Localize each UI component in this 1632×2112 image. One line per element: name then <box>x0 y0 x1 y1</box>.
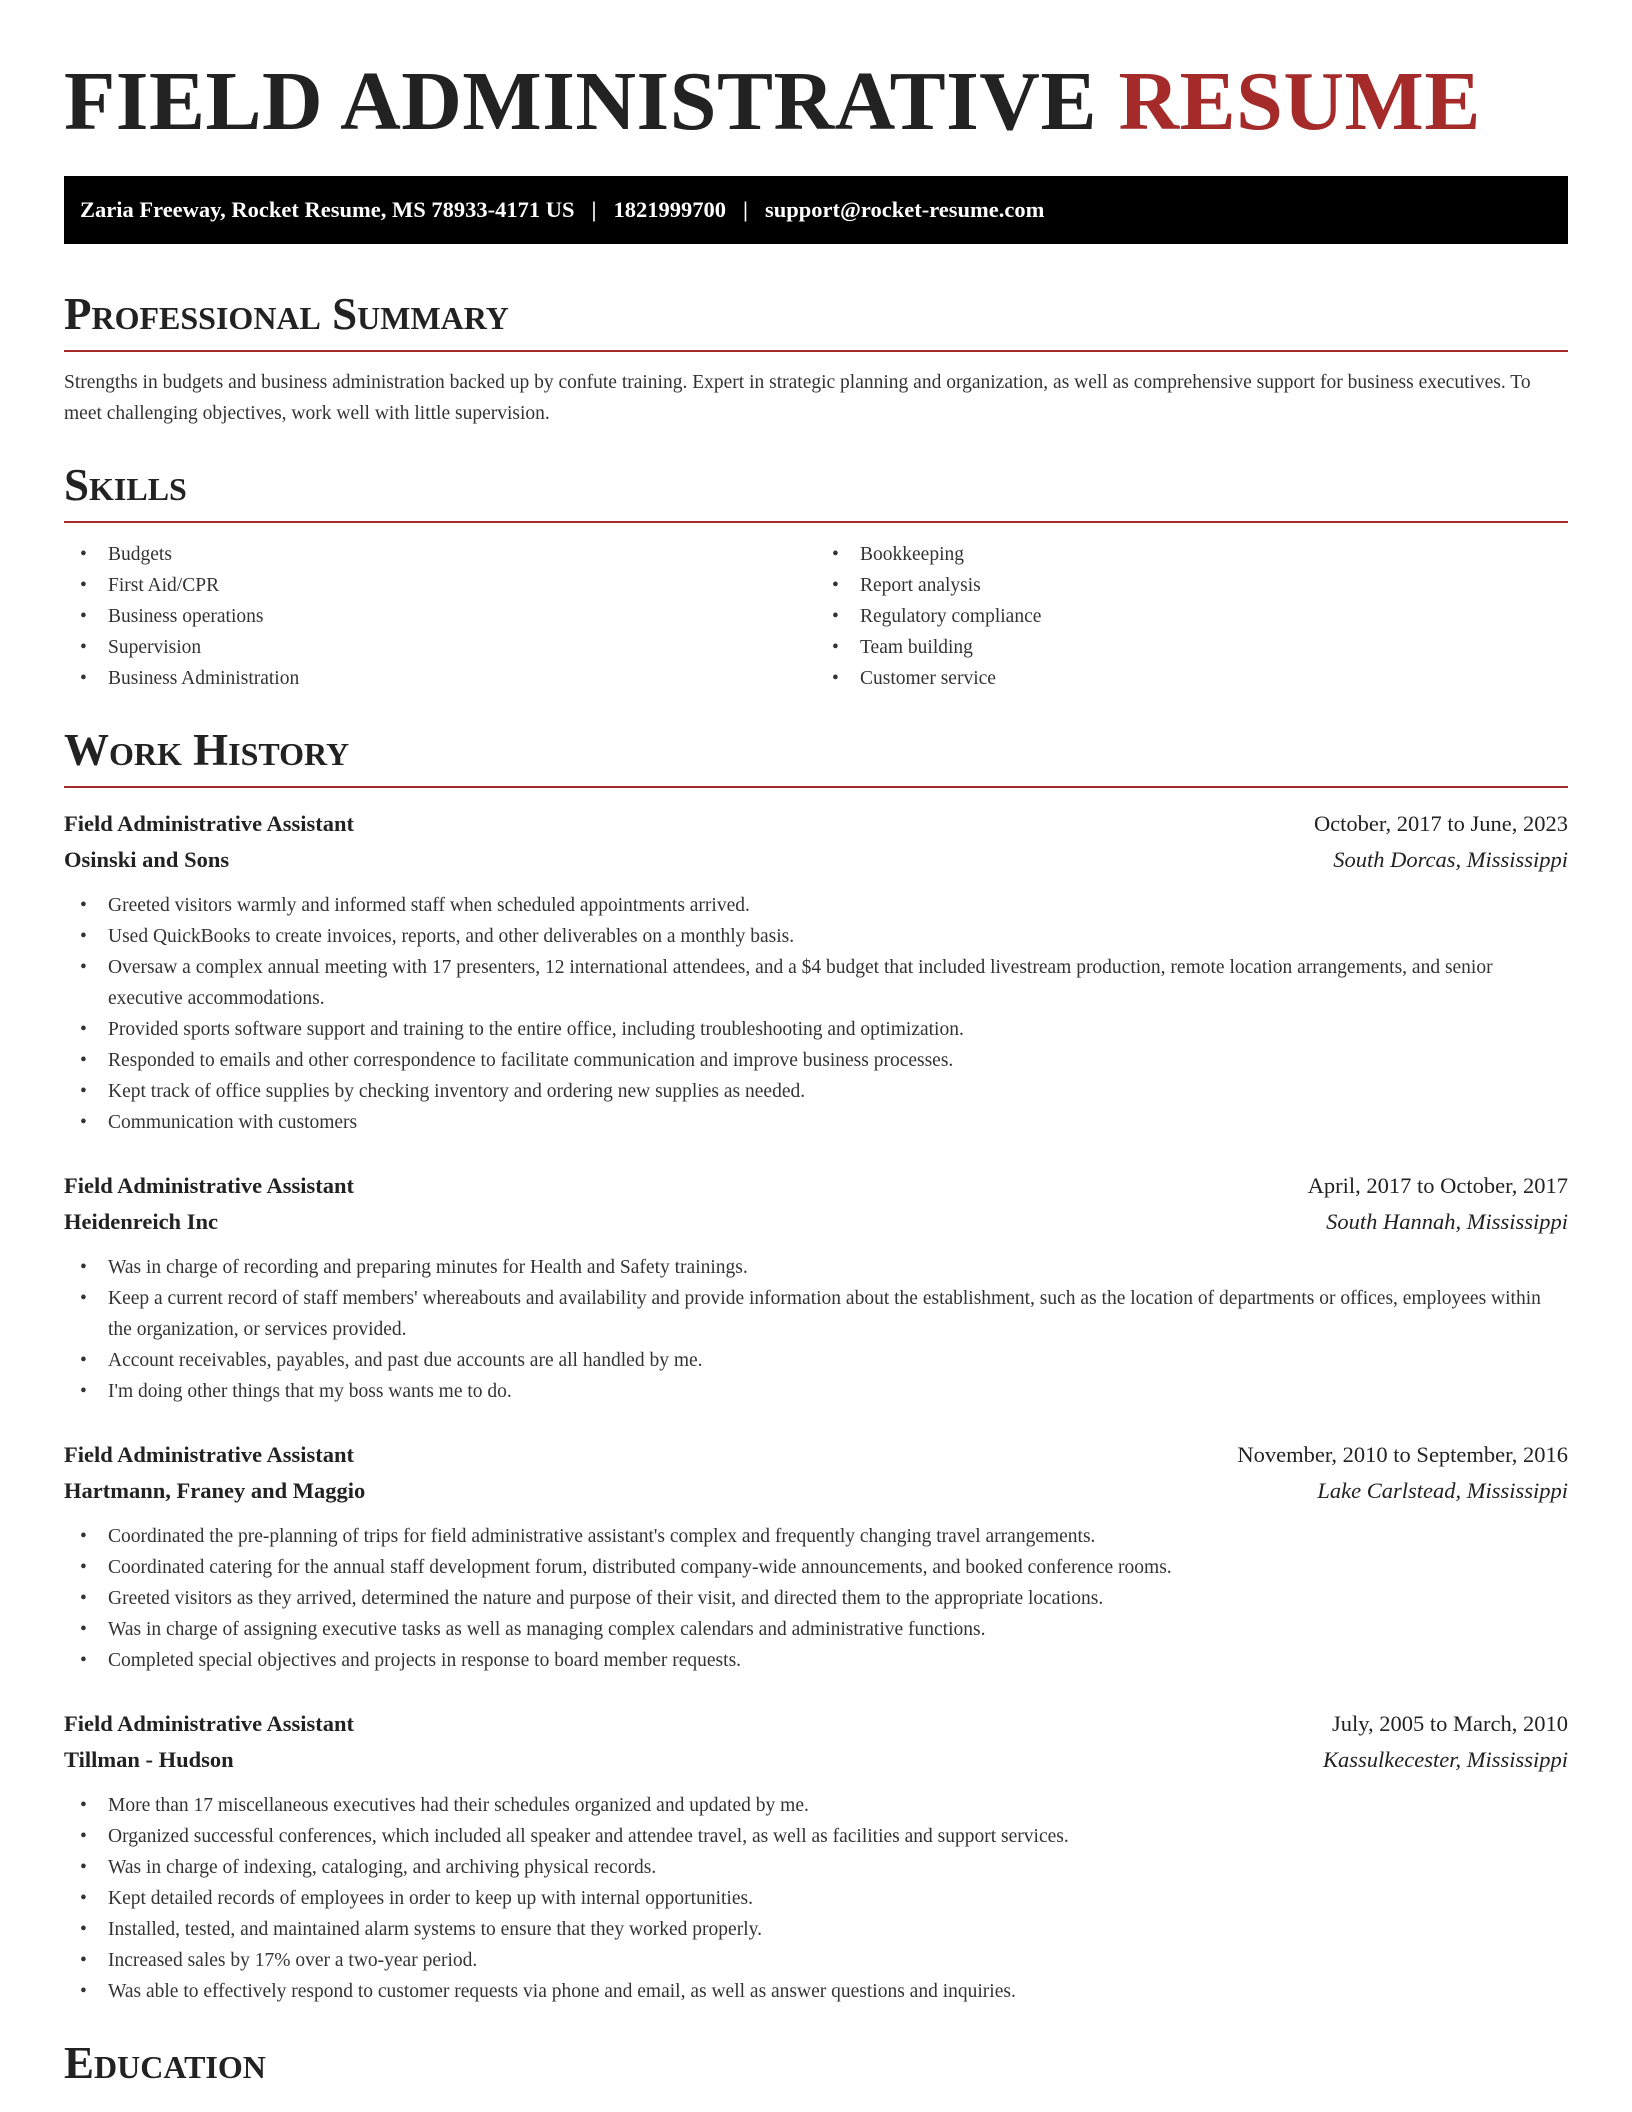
job-title: Field Administrative Assistant <box>64 1442 355 1467</box>
title-accent: RESUME <box>1118 55 1481 148</box>
job-bullet: • Kept track of office supplies by checking inventory and ordering new supplies as needed. <box>64 1076 1568 1107</box>
skill-item: • Business operations <box>64 601 816 632</box>
job-location: Lake Carlstead, Mississippi <box>1317 1478 1568 1503</box>
job-bullets <box>64 890 1568 1138</box>
contact-separator: | <box>591 197 597 222</box>
job-bullet: • Was in charge of recording and preparing minutes for Health and Safety trainings. <box>64 1252 1568 1283</box>
job-bullet: • Used QuickBooks to create invoices, reports, and other deliverables on a monthly basis. <box>64 921 1568 952</box>
job-company: Hartmann, Franey and Maggio <box>64 1478 366 1503</box>
job-bullet: • More than 17 miscellaneous executives had their schedules organized and updated by me. <box>64 1790 1568 1821</box>
job-bullets <box>64 1252 1568 1407</box>
job-bullet: • Organized successful conferences, which included all speaker and attendee travel, as well as facilities and support services. <box>64 1821 1568 1852</box>
job-bullet: • Coordinated the pre-planning of trips for field administrative assistant's complex and frequently changing travel arrangements. <box>64 1521 1568 1552</box>
job-bullet: • Provided sports software support and training to the entire office, including troubleshooting and optimization. <box>64 1014 1568 1045</box>
job-company-row <box>64 1204 1568 1240</box>
contact-email[interactable]: support@rocket-resume.com <box>764 197 1045 222</box>
skill-item: • Team building <box>816 632 1568 663</box>
job-header-row <box>64 1706 1568 1742</box>
job-bullet: • Kept detailed records of employees in order to keep up with internal opportunities. <box>64 1883 1568 1914</box>
job-bullet: • Was in charge of assigning executive tasks as well as managing complex calendars and administrative functions. <box>64 1614 1568 1645</box>
work-history-heading: Work History <box>64 724 1568 788</box>
skill-item: • Customer service <box>816 663 1568 694</box>
skills-left-column <box>64 539 816 694</box>
contact-phone[interactable]: 1821999700 <box>613 197 726 222</box>
job-dates: April, 2017 to October, 2017 <box>1307 1173 1568 1198</box>
job-bullets <box>64 1790 1568 2007</box>
skill-item: • Bookkeeping <box>816 539 1568 570</box>
education-heading: Education <box>64 2038 266 2088</box>
job-bullet: • Was able to effectively respond to customer requests via phone and email, as well as answer questions and inquiries. <box>64 1976 1568 2007</box>
job-bullet: • Greeted visitors warmly and informed staff when scheduled appointments arrived. <box>64 890 1568 921</box>
job-company: Tillman - Hudson <box>64 1747 234 1772</box>
job-bullet: • Oversaw a complex annual meeting with 17 presenters, 12 international attendees, and a $4 budget that included livestream production, remote location arrangements, and senior executive accommodations. <box>64 952 1568 1014</box>
summary-heading: Professional Summary <box>64 288 1568 352</box>
job-bullets <box>64 1521 1568 1676</box>
job-bullet: • Coordinated catering for the annual staff development forum, distributed company-wide announcements, and booked conference rooms. <box>64 1552 1568 1583</box>
job-company-row <box>64 1742 1568 1778</box>
job-bullet: • Greeted visitors as they arrived, determined the nature and purpose of their visit, and directed them to the appropriate locations. <box>64 1583 1568 1614</box>
job-header-row <box>64 1168 1568 1204</box>
job-dates: November, 2010 to September, 2016 <box>1237 1442 1568 1467</box>
contact-address: Zaria Freeway, Rocket Resume, MS 78933-4171 US <box>80 197 575 222</box>
job-bullet: • Communication with customers <box>64 1107 1568 1138</box>
job-entry <box>64 1168 1568 1407</box>
resume-title <box>64 52 1568 152</box>
job-company: Osinski and Sons <box>64 847 230 872</box>
skill-item: • Regulatory compliance <box>816 601 1568 632</box>
job-bullet: • Account receivables, payables, and past due accounts are all handled by me. <box>64 1345 1568 1376</box>
contact-bar <box>64 176 1568 244</box>
job-header-row <box>64 806 1568 842</box>
job-company-row <box>64 842 1568 878</box>
job-bullet: • Keep a current record of staff members' whereabouts and availability and provide information about the establishment, such as the location of departments or offices, employees within the organization, or services provided. <box>64 1283 1568 1345</box>
summary-text: Strengths in budgets and business administration backed up by confute training. Expert in strategic planning and organization, as well as comprehensive support for business executives. To meet challenging objectives, work well with little supervision. <box>64 372 1531 424</box>
skill-item: • Report analysis <box>816 570 1568 601</box>
job-title: Field Administrative Assistant <box>64 1173 355 1198</box>
skill-item: • Supervision <box>64 632 816 663</box>
title-main: FIELD ADMINISTRATIVE <box>64 55 1097 148</box>
job-location: South Hannah, Mississippi <box>1326 1209 1568 1234</box>
job-company: Heidenreich Inc <box>64 1209 218 1234</box>
job-bullet: • Was in charge of indexing, cataloging, and archiving physical records. <box>64 1852 1568 1883</box>
job-title: Field Administrative Assistant <box>64 811 355 836</box>
job-bullet: • I'm doing other things that my boss wants me to do. <box>64 1376 1568 1407</box>
job-entry <box>64 806 1568 1138</box>
job-bullet: • Increased sales by 17% over a two-year period. <box>64 1945 1568 1976</box>
job-bullet: • Completed special objectives and projects in response to board member requests. <box>64 1645 1568 1676</box>
skills-heading: Skills <box>64 459 1568 523</box>
job-company-row <box>64 1473 1568 1509</box>
job-entry <box>64 1706 1568 2007</box>
skills-right-column <box>816 539 1568 694</box>
job-title: Field Administrative Assistant <box>64 1711 355 1736</box>
job-location: South Dorcas, Mississippi <box>1333 847 1568 872</box>
job-bullet: • Responded to emails and other correspondence to facilitate communication and improve business processes. <box>64 1045 1568 1076</box>
skills-grid <box>64 539 1568 694</box>
skill-item: • Business Administration <box>64 663 816 694</box>
contact-separator: | <box>743 197 748 222</box>
job-dates: October, 2017 to June, 2023 <box>1313 811 1568 836</box>
skill-item: • Budgets <box>64 539 816 570</box>
job-bullet: • Installed, tested, and maintained alarm systems to ensure that they worked properly. <box>64 1914 1568 1945</box>
job-entry <box>64 1437 1568 1676</box>
job-dates: July, 2005 to March, 2010 <box>1331 1711 1568 1736</box>
job-location: Kassulkecester, Mississippi <box>1323 1747 1568 1772</box>
skill-item: • First Aid/CPR <box>64 570 816 601</box>
job-header-row <box>64 1437 1568 1473</box>
